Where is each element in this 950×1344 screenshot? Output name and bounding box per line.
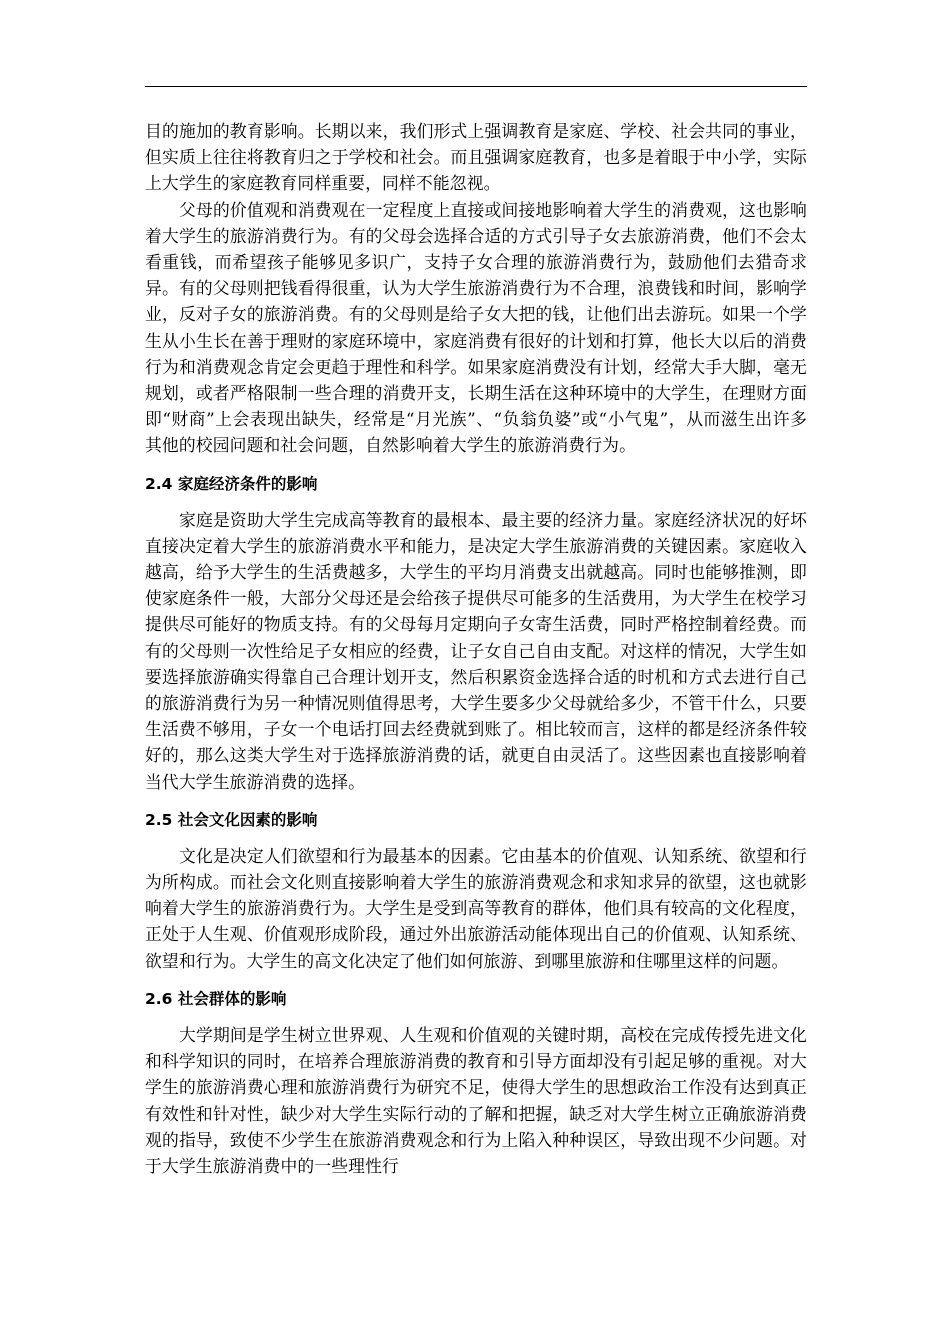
paragraph-social-groups: 大学期间是学生树立世界观、人生观和价值观的关键时期，高校在完成传授先进文化和科学知识的同时，在培养合理旅游消费的教育和引导方面却没有引起足够的重视。对大学生的旅游消费心理和旅游消费行为研究不足，使得大学生的思想政治工作没有达到真正有效性和针对性，缺少对大学生实际行动的了解和把握，缺乏对大学生树立正确旅游消费观的指导，致使不少学生在旅游消费观念和行为上陷入种种误区，导致出现不少问题。对于大学生旅游消费中的一些理性行 [145,1024,807,1176]
paragraph-family-economy: 家庭是资助大学生完成高等教育的最根本、最主要的经济力量。家庭经济状况的好坏直接决定着大学生的旅游消费水平和能力，是决定大学生旅游消费的关键因素。家庭收入越高，给予大学生的生活费越多，大学生的平均月消费支出就越高。同时也能够推测，即使家庭条件一般，大部分父母还是会给孩子提供尽可能多的生活费用，为大学生在校学习提供尽可能好的物质支持。有的父母每月定期向子女寄生活费，同时严格控制着经费。而有的父母则一次性给足子女相应的经费，让子女自己自由支配。对这样的情况，大学生如要选择旅游确实得靠自己合理计划开支，然后积累资金选择合适的时机和方式去进行自己的旅游消费行为另一种情况则值得思考，大学生要多少父母就给多少，不管干什么，只要生活费不够用，子女一个电话打回去经费就到账了。相比较而言，这样的都是经济条件较好的，那么这类大学生对于选择旅游消费的话，就更自由灵活了。这些因素也直接影响着当代大学生旅游消费的选择。 [145,509,807,792]
paragraph-parent-values: 父母的价值观和消费观在一定程度上直接或间接地影响着大学生的消费观，这也影响着大学生的旅游消费行为。有的父母会选择合适的方式引导子女去旅游消费，他们不会太看重钱，而希望孩子能够见多识广，支持子女合理的旅游消费行为，鼓励他们去猎奇求异。有的父母则把钱看得很重，认为大学生旅游消费行为不合理，浪费钱和时间，影响学业，反对子女的旅游消费。有的父母则是给子女大把的钱，让他们出去游玩。如果一个学生从小生长在善于理财的家庭环境中，家庭消费有很好的计划和打算，他长大以后的消费行为和消费观念肯定会更趋于理性和科学。如果家庭消费没有计划，经常大手大脚，毫无规划，或者严格限制一些合理的消费开支，长期生活在这种环境中的大学生，在理财方面即“财商”上会表现出缺失，经常是“月光族”、“负翁负婆”或“小气鬼”，从而滋生出许多其他的校园问题和社会问题，自然影响着大学生的旅游消费行为。 [145,199,807,456]
paragraph-social-culture: 文化是决定人们欲望和行为最基本的因素。它由基本的价值观、认知系统、欲望和行为所构成。而社会文化则直接影响着大学生的旅游消费观念和求知求异的欲望，这也就影响着大学生的旅游消费行为。大学生是受到高等教育的群体，他们具有较高的文化程度，正处于人生观、价值观形成阶段，通过外出旅游活动能体现出自己的价值观、认知系统、欲望和行为。大学生的高文化决定了他们如何旅游、到哪里旅游和住哪里这样的问题。 [145,845,807,971]
document-body [145,118,807,1179]
paragraph-family-education: 目的施加的教育影响。长期以来，我们形式上强调教育是家庭、学校、社会共同的事业，但实质上往往将教育归之于学校和社会。而且强调家庭教育，也多是着眼于中小学，实际上大学生的家庭教育同样重要，同样不能忽视。 [145,121,807,194]
section-heading-2-6: 2.6 社会群体的影响 [145,989,287,1008]
section-heading-2-5: 2.5 社会文化因素的影响 [145,810,318,829]
header-rule [145,86,807,87]
section-heading-2-4: 2.4 家庭经济条件的影响 [145,474,318,493]
